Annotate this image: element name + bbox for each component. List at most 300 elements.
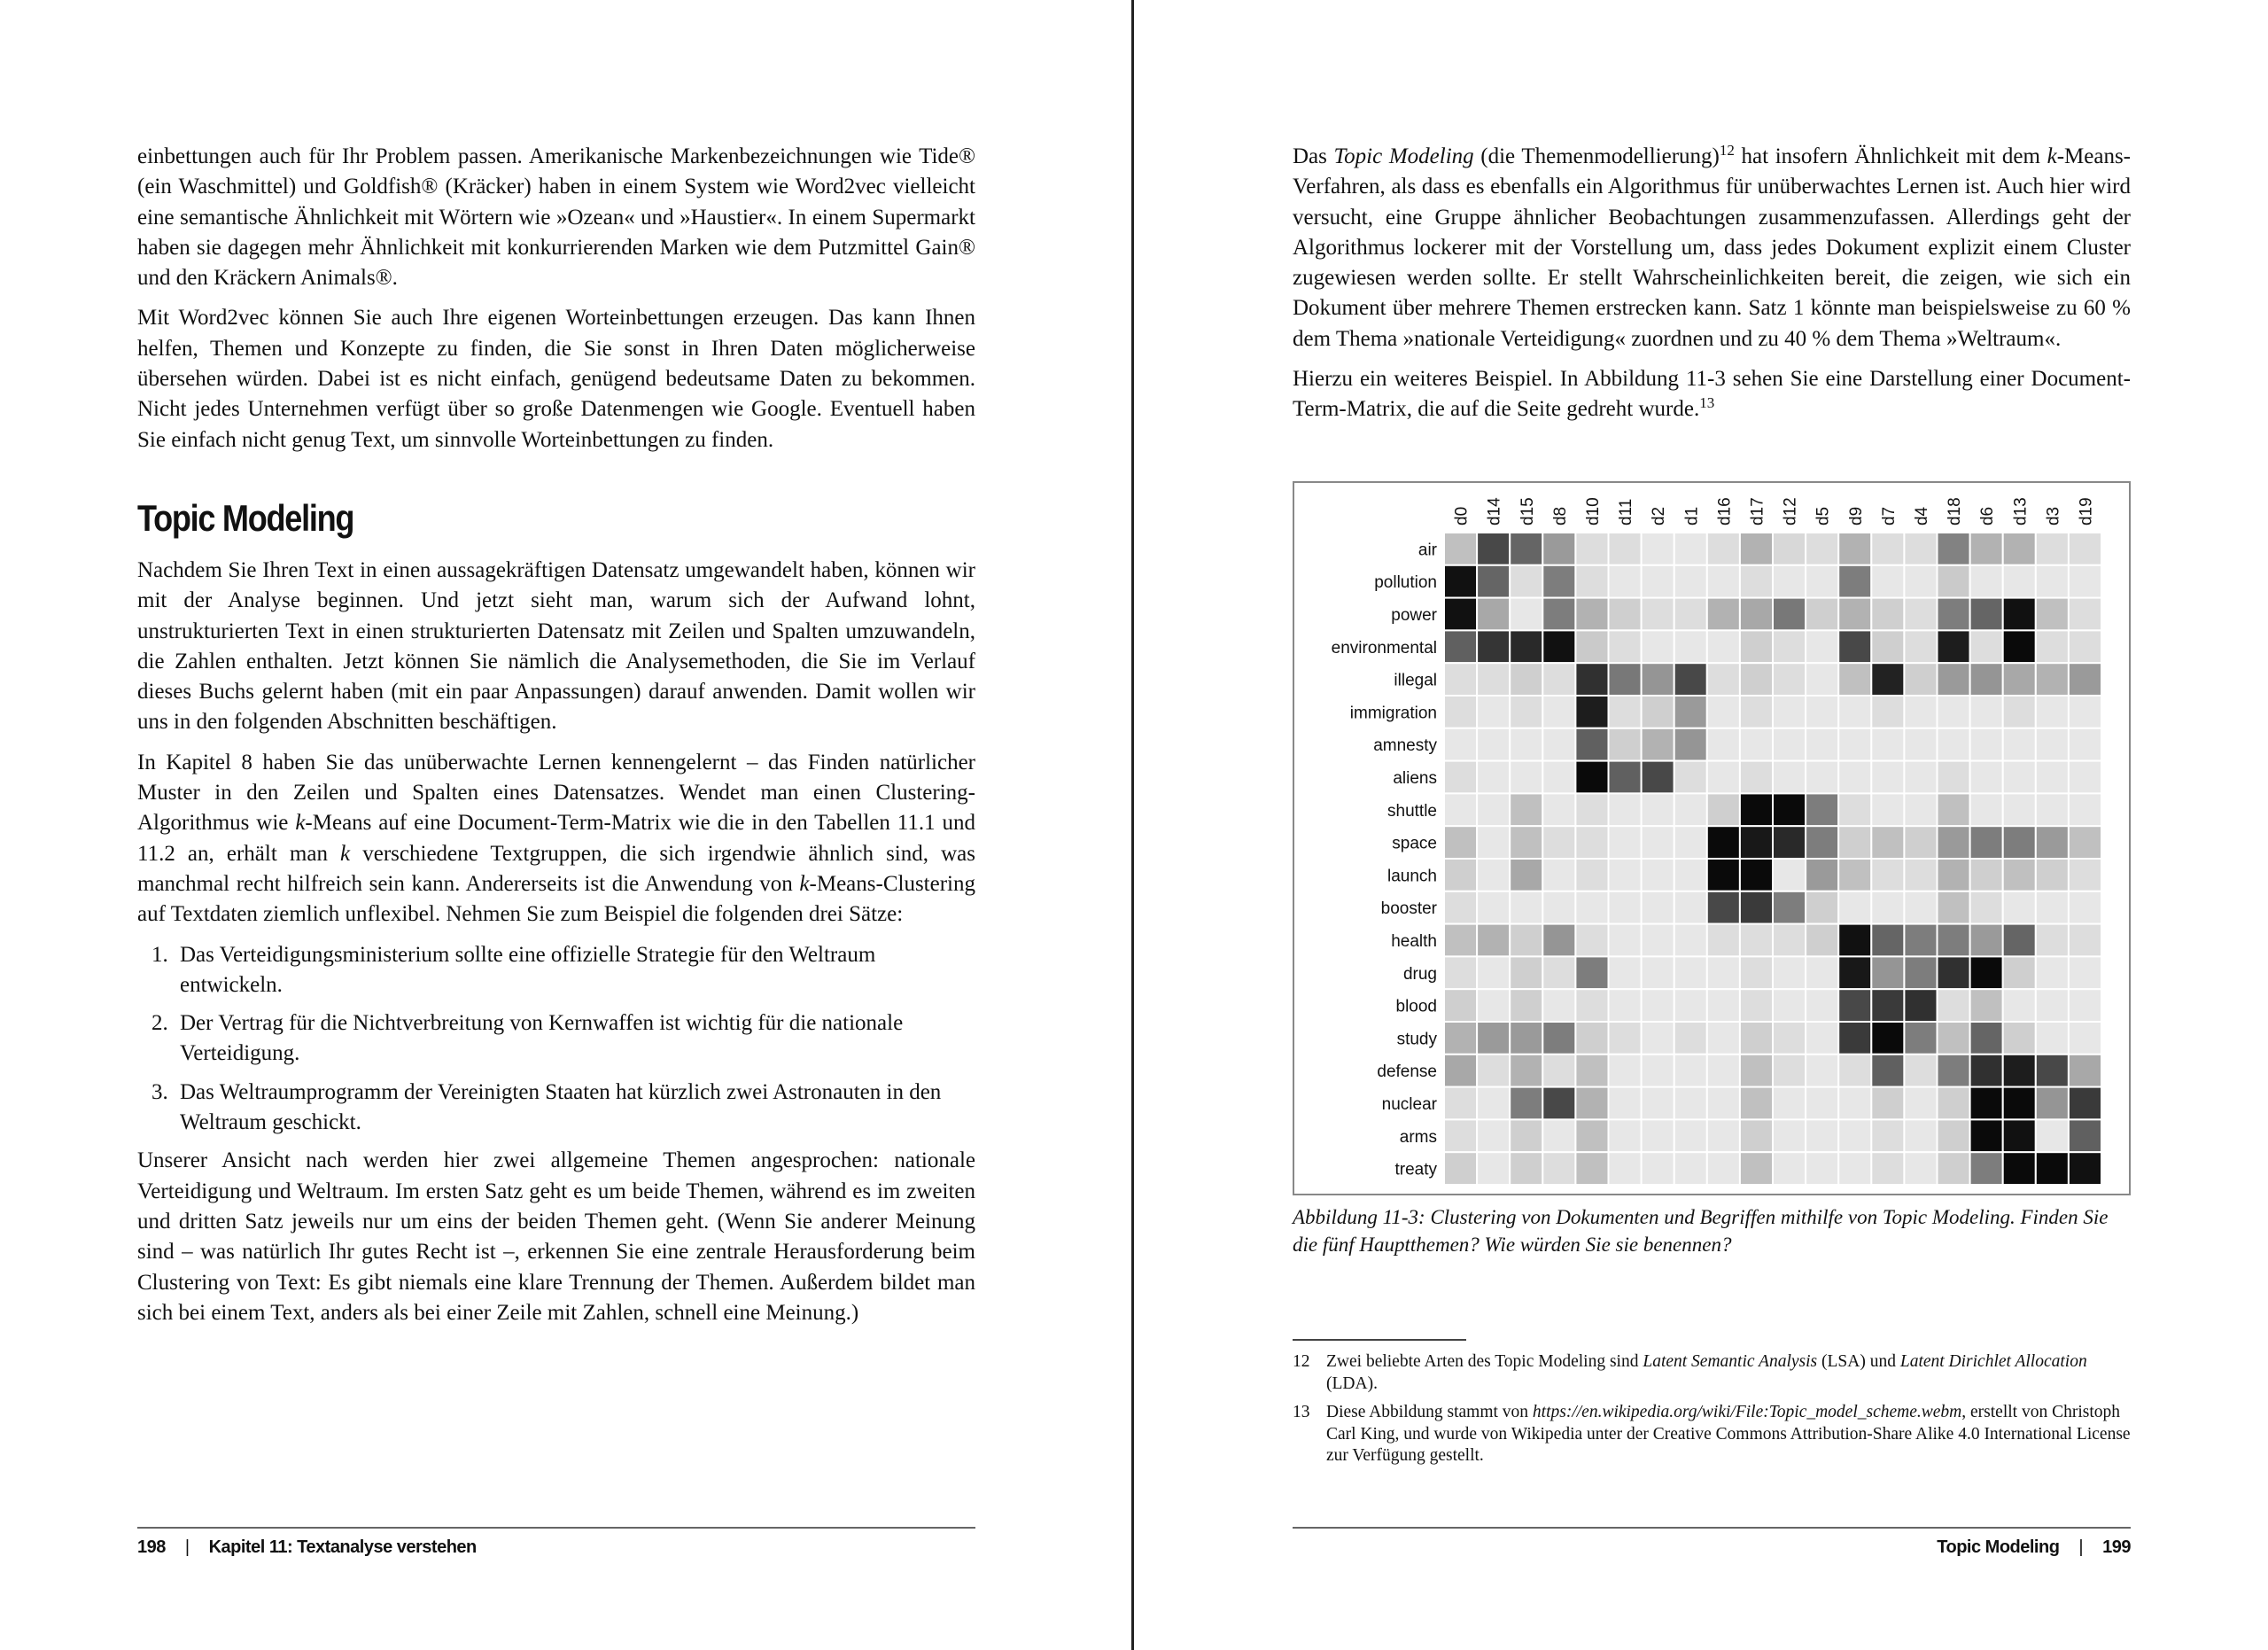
chapter-title: Kapitel 11: Textanalyse verstehen — [208, 1537, 477, 1557]
heatmap-cell — [1838, 891, 1871, 924]
column-label: d15 — [1518, 497, 1537, 525]
heatmap-cell — [1773, 1055, 1806, 1087]
heatmap-cell — [1510, 1022, 1542, 1055]
heatmap-cell — [1838, 663, 1871, 696]
heatmap-cell — [2036, 793, 2069, 826]
heatmap-cell — [1773, 891, 1806, 924]
heatmap-cell — [1970, 793, 2003, 826]
heatmap-cell — [1871, 956, 1904, 989]
heatmap-cell — [1871, 1022, 1904, 1055]
heatmap-cell — [1542, 989, 1575, 1022]
heatmap-cell — [1575, 1087, 1608, 1120]
heatmap-cell — [1609, 891, 1642, 924]
heatmap-cell — [1642, 761, 1674, 794]
heatmap-cell — [1806, 891, 1838, 924]
heatmap-cell — [2003, 1022, 2036, 1055]
heatmap-cell — [2036, 1119, 2069, 1152]
heatmap-cell — [2069, 533, 2101, 565]
heatmap-cell — [1642, 728, 1674, 761]
row-label: blood — [1395, 997, 1437, 1016]
heatmap-cell — [1575, 891, 1608, 924]
heatmap-cell — [1838, 696, 1871, 728]
heatmap-cell — [1707, 728, 1740, 761]
heatmap-cell — [1510, 533, 1542, 565]
heatmap-cell — [1838, 565, 1871, 598]
heatmap-cell — [1904, 630, 1937, 663]
heatmap-cell — [1642, 826, 1674, 859]
heatmap-cell — [1740, 565, 1773, 598]
heatmap-cell — [1707, 859, 1740, 891]
column-label: d0 — [1452, 506, 1472, 525]
heatmap-cell — [1477, 598, 1510, 631]
heatmap-cell — [2003, 1087, 2036, 1120]
heatmap-cell — [2069, 989, 2101, 1022]
heatmap-cell — [1707, 1152, 1740, 1185]
column-label: d1 — [1682, 506, 1702, 525]
heatmap-cell — [1904, 1087, 1937, 1120]
heatmap-cell — [1970, 533, 2003, 565]
list-item — [137, 940, 975, 1001]
heatmap-cell — [1904, 1119, 1937, 1152]
heatmap-cell — [2036, 924, 2069, 957]
heatmap-cell — [2003, 826, 2036, 859]
heatmap-cell — [1871, 1119, 1904, 1152]
heatmap-cell — [2069, 1087, 2101, 1120]
heatmap-cell — [1642, 663, 1674, 696]
heatmap-svg — [1294, 483, 2132, 1197]
heatmap-cell — [1674, 891, 1707, 924]
heatmap-cell — [1838, 533, 1871, 565]
heatmap-cell — [2069, 1119, 2101, 1152]
heatmap-cell — [1740, 891, 1773, 924]
heatmap-cell — [1938, 696, 1970, 728]
heatmap-cell — [1904, 989, 1937, 1022]
heatmap-cell — [1806, 598, 1838, 631]
heatmap-cell — [1806, 859, 1838, 891]
heatmap-cell — [1806, 1022, 1838, 1055]
row-label: aliens — [1393, 769, 1437, 788]
heatmap-cell — [1806, 565, 1838, 598]
heatmap-cell — [1575, 663, 1608, 696]
heatmap-cell — [1740, 1087, 1773, 1120]
heatmap-cell — [1510, 793, 1542, 826]
heatmap-cell — [1970, 956, 2003, 989]
heatmap-cell — [1674, 761, 1707, 794]
heatmap-cell — [1674, 793, 1707, 826]
figure-heatmap — [1293, 481, 2131, 1195]
heatmap-cell — [1510, 630, 1542, 663]
heatmap-cell — [2069, 1055, 2101, 1087]
heatmap-cell — [1970, 924, 2003, 957]
footnote-italic: Latent Dirichlet Allocation — [1899, 1352, 2087, 1371]
para4-k-3: k — [799, 871, 810, 896]
right-page-footer — [1293, 1527, 2131, 1559]
heatmap-cell — [1970, 761, 2003, 794]
heatmap-cell — [1707, 1055, 1740, 1087]
heatmap-cell — [1444, 1119, 1477, 1152]
heatmap-cell — [1510, 859, 1542, 891]
heatmap-cell — [1970, 826, 2003, 859]
heatmap-cell — [1444, 891, 1477, 924]
column-label: d16 — [1715, 497, 1735, 525]
heatmap-cell — [1642, 1055, 1674, 1087]
heatmap-cell — [2036, 533, 2069, 565]
heatmap-cell — [2036, 630, 2069, 663]
heatmap-cell — [1477, 989, 1510, 1022]
column-label: d18 — [1946, 497, 1965, 525]
heatmap-cell — [1542, 859, 1575, 891]
heatmap-cell — [1609, 761, 1642, 794]
heatmap-cell — [1642, 630, 1674, 663]
heatmap-cell — [1773, 565, 1806, 598]
heatmap-cell — [1970, 891, 2003, 924]
footnote-text: Diese Abbildung stammt von — [1326, 1403, 1533, 1421]
heatmap-cell — [1674, 696, 1707, 728]
heatmap-cell — [1477, 696, 1510, 728]
heatmap-cell — [2069, 793, 2101, 826]
heatmap-cell — [2036, 1022, 2069, 1055]
heatmap-cell — [1444, 663, 1477, 696]
column-label: d5 — [1814, 506, 1833, 525]
heatmap-cell — [1806, 1119, 1838, 1152]
column-label: d10 — [1583, 497, 1603, 525]
heatmap-cell — [1773, 728, 1806, 761]
heatmap-cell — [1707, 1022, 1740, 1055]
heatmap-cell — [1838, 956, 1871, 989]
heatmap-cell — [1444, 859, 1477, 891]
heatmap-cell — [1609, 1055, 1642, 1087]
left-page-number: 198 — [137, 1537, 166, 1557]
heatmap-cell — [1806, 989, 1838, 1022]
heatmap-cell — [1444, 630, 1477, 663]
heatmap-cell — [1806, 793, 1838, 826]
heatmap-cell — [1542, 728, 1575, 761]
heatmap-cell — [2069, 761, 2101, 794]
heatmap-cell — [1444, 696, 1477, 728]
column-label: d8 — [1550, 506, 1570, 525]
heatmap-cell — [1806, 696, 1838, 728]
heatmap-cell — [2003, 761, 2036, 794]
heatmap-cell — [1444, 533, 1477, 565]
heatmap-cell — [1674, 1119, 1707, 1152]
heatmap-cell — [1444, 1087, 1477, 1120]
heatmap-cell — [2003, 1152, 2036, 1185]
heatmap-cell — [1806, 663, 1838, 696]
row-label: air — [1418, 541, 1437, 560]
heatmap-cell — [1674, 826, 1707, 859]
heatmap-cell — [1674, 1152, 1707, 1185]
heatmap-cell — [1806, 826, 1838, 859]
para4-k-2: k — [340, 841, 351, 866]
heatmap-cell — [1575, 533, 1608, 565]
heatmap-cell — [1642, 1119, 1674, 1152]
heatmap-cell — [2036, 891, 2069, 924]
heatmap-cell — [1542, 826, 1575, 859]
heatmap-cell — [1904, 1055, 1937, 1087]
heatmap-cell — [1838, 1055, 1871, 1087]
row-label: environmental — [1331, 638, 1437, 658]
heatmap-cell — [1542, 663, 1575, 696]
heatmap-cell — [2003, 859, 2036, 891]
footnote-ref-13[interactable]: 13 — [1699, 394, 1715, 412]
rp1-text-c: hat insofern Ähnlichkeit mit dem — [1734, 144, 2047, 168]
heatmap-cell — [1838, 1087, 1871, 1120]
heatmap-cell — [1477, 956, 1510, 989]
heatmap-cell — [1510, 1152, 1542, 1185]
heatmap-cell — [2036, 728, 2069, 761]
rp1-italic-k: k — [2047, 144, 2057, 168]
rp1-italic-topic-modeling: Topic Modeling — [1333, 144, 1474, 168]
footnotes — [1293, 1351, 2131, 1475]
heatmap-cell — [1444, 989, 1477, 1022]
heatmap-cell — [1542, 696, 1575, 728]
rp2-text-a: Hierzu ein weiteres Beispiel. In Abbildung 11-3 sehen Sie eine Darstellung einer Document-Term-Matrix, die auf die Seite gedreht wurde. — [1293, 367, 2131, 422]
heatmap-cell — [1707, 1119, 1740, 1152]
heatmap-cell — [1707, 533, 1740, 565]
heatmap-cell — [1510, 728, 1542, 761]
heatmap-cell — [2069, 598, 2101, 631]
heatmap-cell — [1542, 761, 1575, 794]
heatmap-cell — [1510, 989, 1542, 1022]
heatmap-cell — [2069, 630, 2101, 663]
list-item-number: 2. — [151, 1011, 168, 1036]
right-paragraph-1 — [1293, 142, 2131, 354]
heatmap-cell — [1938, 956, 1970, 989]
heatmap-cell — [2069, 859, 2101, 891]
list-item — [137, 1008, 975, 1070]
heatmap-cell — [1938, 1152, 1970, 1185]
heatmap-cell — [1970, 1055, 2003, 1087]
heatmap-cell — [1477, 630, 1510, 663]
heatmap-cell — [2036, 696, 2069, 728]
heatmap-cell — [2003, 696, 2036, 728]
row-label: power — [1391, 606, 1437, 625]
heatmap-cell — [1806, 956, 1838, 989]
heatmap-cell — [1740, 793, 1773, 826]
heatmap-cell — [2069, 956, 2101, 989]
heatmap-cell — [2036, 826, 2069, 859]
heatmap-cell — [2003, 533, 2036, 565]
heatmap-cell — [1871, 1055, 1904, 1087]
heatmap-cell — [1806, 1152, 1838, 1185]
heatmap-cell — [1674, 956, 1707, 989]
heatmap-cell — [1938, 728, 1970, 761]
left-paragraph-2: Mit Word2vec können Sie auch Ihre eigenen Worteinbettungen erzeugen. Das kann Ihnen helfen, Themen und Konzepte zu finden, die Sie sonst in Ihren Daten möglicherweise übersehen würden. Dabei ist es nicht einfach, genügend bedeutsame Daten zu bekommen. Nicht jedes Unternehmen verfügt über so große Datenmengen wie Google. Eventuell haben Sie einfach nicht genug Text, um sinnvolle Worteinbettungen zu finden. — [137, 306, 975, 452]
column-label: d19 — [2077, 497, 2096, 525]
column-label: d2 — [1650, 506, 1669, 525]
heatmap-cell — [1938, 533, 1970, 565]
heatmap-cell — [1575, 630, 1608, 663]
column-label: d4 — [1912, 506, 1931, 525]
heatmap-cell — [2069, 696, 2101, 728]
heatmap-cell — [1871, 565, 1904, 598]
heatmap-cell — [1444, 956, 1477, 989]
heatmap-cell — [1871, 696, 1904, 728]
footnote-link[interactable]: https://en.wikipedia.org/wiki/File:Topic_model_scheme.webm — [1532, 1403, 1962, 1421]
heatmap-cell — [1871, 826, 1904, 859]
heatmap-cell — [1444, 598, 1477, 631]
footnote-ref-12[interactable]: 12 — [1719, 142, 1735, 159]
heatmap-cell — [1642, 859, 1674, 891]
heatmap-cell — [1740, 1022, 1773, 1055]
heatmap-cell — [1674, 924, 1707, 957]
heatmap-cell — [1773, 989, 1806, 1022]
column-label: d13 — [2011, 497, 2031, 525]
heatmap-cell — [1806, 630, 1838, 663]
heatmap-cell — [1575, 989, 1608, 1022]
heatmap-cell — [1773, 1087, 1806, 1120]
heatmap-cell — [1542, 630, 1575, 663]
heatmap-cell — [1838, 761, 1871, 794]
heatmap-cell — [1575, 1022, 1608, 1055]
list-item-number: 1. — [151, 942, 168, 967]
heatmap-cell — [1938, 663, 1970, 696]
row-label: study — [1396, 1030, 1437, 1049]
heatmap-cell — [1773, 696, 1806, 728]
heatmap-cell — [1970, 859, 2003, 891]
row-label: defense — [1377, 1062, 1437, 1082]
footer-separator: | — [184, 1537, 190, 1557]
heatmap-cell — [2036, 989, 2069, 1022]
footnote-13 — [1293, 1402, 2131, 1467]
heatmap-cell — [1970, 1152, 2003, 1185]
figure-caption: Abbildung 11-3: Clustering von Dokumenten und Begriffen mithilfe von Topic Modeling. Finden Sie die fünf Hauptthemen? Wie würden Sie sie benennen? — [1293, 1206, 2109, 1256]
heatmap-cell — [1444, 565, 1477, 598]
heatmap-cell — [1609, 1022, 1642, 1055]
heatmap-cell — [1938, 891, 1970, 924]
row-label: immigration — [1349, 704, 1437, 723]
heatmap-cell — [1970, 696, 2003, 728]
heatmap-cell — [1773, 598, 1806, 631]
heatmap-cell — [1510, 565, 1542, 598]
left-page-footer — [137, 1527, 975, 1559]
heatmap-cell — [1707, 1087, 1740, 1120]
heatmap-cell — [1707, 598, 1740, 631]
heatmap-cell — [1609, 793, 1642, 826]
heatmap-cell — [1707, 956, 1740, 989]
heatmap-cell — [2003, 989, 2036, 1022]
heatmap-cell — [1575, 1152, 1608, 1185]
heatmap-cell — [1871, 1087, 1904, 1120]
heatmap-cell — [1970, 565, 2003, 598]
para4-text-a: In Kapitel 8 haben Sie das unüberwachte Lernen kennengelernt – das Finden natürlicher Muster in den Zeilen und Spalten eines Datensatzes. Wendet man einen Clustering-Algorithmus wie — [137, 750, 975, 836]
heatmap-cell — [1938, 1119, 1970, 1152]
heatmap-cell — [1674, 630, 1707, 663]
heatmap-cell — [1642, 598, 1674, 631]
heatmap-cell — [1642, 891, 1674, 924]
heatmap-cell — [1444, 1055, 1477, 1087]
row-label: space — [1392, 834, 1437, 853]
heatmap-cell — [1938, 859, 1970, 891]
heatmap-cell — [1444, 728, 1477, 761]
heatmap-cell — [1609, 1152, 1642, 1185]
heatmap-cell — [1477, 565, 1510, 598]
para4-text-d: -Means-Clustering auf Textdaten ziemlich unflexibel. Nehmen Sie zum Beispiel die folgenden drei Sätze: — [137, 871, 975, 927]
heatmap-cell — [1838, 728, 1871, 761]
heatmap-cell — [1938, 761, 1970, 794]
heatmap-cell — [2069, 826, 2101, 859]
heatmap-cell — [1575, 598, 1608, 631]
list-item-text: Der Vertrag für die Nichtverbreitung von Kernwaffen ist wichtig für die nationale Verteidigung. — [180, 1011, 904, 1066]
column-label: d12 — [1781, 497, 1800, 525]
heatmap-cell — [1904, 728, 1937, 761]
heatmap-cell — [1542, 565, 1575, 598]
heatmap-cell — [1609, 1087, 1642, 1120]
heatmap-cell — [1707, 630, 1740, 663]
heatmap-cell — [1575, 924, 1608, 957]
heatmap-cell — [2036, 663, 2069, 696]
heatmap-cell — [1904, 696, 1937, 728]
heatmap-cell — [1444, 793, 1477, 826]
heatmap-cell — [2003, 565, 2036, 598]
heatmap-cell — [1838, 1152, 1871, 1185]
heatmap-cell — [1806, 728, 1838, 761]
column-label: d7 — [1879, 506, 1899, 525]
list-item-number: 3. — [151, 1079, 168, 1104]
heatmap-cell — [1674, 859, 1707, 891]
numbered-list — [137, 940, 975, 1139]
heatmap-cell — [1904, 663, 1937, 696]
heatmap-cell — [2003, 1119, 2036, 1152]
heatmap-cell — [1871, 761, 1904, 794]
para4-text-c: verschiedene Textgruppen, die sich irgendwie ähnlich sind, was manchmal recht hilfreich sein kann. Andererseits ist die Anwendung von — [137, 841, 975, 896]
heatmap-cell — [1609, 533, 1642, 565]
heatmap-cell — [2036, 1152, 2069, 1185]
heatmap-cell — [1838, 859, 1871, 891]
row-label: drug — [1402, 964, 1437, 984]
heatmap-cell — [1904, 598, 1937, 631]
heatmap-cell — [1477, 663, 1510, 696]
heatmap-cell — [1871, 859, 1904, 891]
heatmap-cell — [2069, 728, 2101, 761]
heatmap-cell — [1838, 924, 1871, 957]
para4-text-b: -Means auf eine Document-Term-Matrix wie die in den Tabellen 11.1 und 11.2 an, erhält man — [137, 811, 975, 866]
rp1-text-a: Das — [1293, 144, 1334, 168]
heatmap-cell — [2003, 956, 2036, 989]
heatmap-cell — [1642, 696, 1674, 728]
heatmap-cell — [1904, 1022, 1937, 1055]
row-label: pollution — [1374, 573, 1437, 593]
heatmap-cell — [1542, 1119, 1575, 1152]
footnote-text: (LSA) und — [1817, 1352, 1900, 1371]
heatmap-cell — [1674, 663, 1707, 696]
heatmap-cell — [1938, 989, 1970, 1022]
heatmap-cell — [1707, 696, 1740, 728]
column-label: d14 — [1485, 497, 1504, 525]
heatmap-cell — [1510, 826, 1542, 859]
left-paragraph-4 — [137, 748, 975, 930]
heatmap-cell — [1477, 1022, 1510, 1055]
heatmap-cell — [1575, 728, 1608, 761]
heatmap-cell — [1542, 1152, 1575, 1185]
heatmap-cell — [1740, 728, 1773, 761]
heatmap-cell — [1838, 793, 1871, 826]
heatmap-cell — [1642, 533, 1674, 565]
heatmap-cell — [1542, 1087, 1575, 1120]
heatmap-cell — [1938, 826, 1970, 859]
heatmap-cell — [1642, 989, 1674, 1022]
heatmap-cell — [1904, 1152, 1937, 1185]
heatmap-cell — [1444, 924, 1477, 957]
heatmap-cell — [1575, 1119, 1608, 1152]
heatmap-cell — [1609, 956, 1642, 989]
heatmap-cell — [1871, 663, 1904, 696]
row-label: treaty — [1394, 1160, 1437, 1179]
heatmap-cell — [2069, 924, 2101, 957]
heatmap-cell — [1871, 630, 1904, 663]
heatmap-cell — [1444, 1152, 1477, 1185]
heatmap-cell — [1609, 630, 1642, 663]
